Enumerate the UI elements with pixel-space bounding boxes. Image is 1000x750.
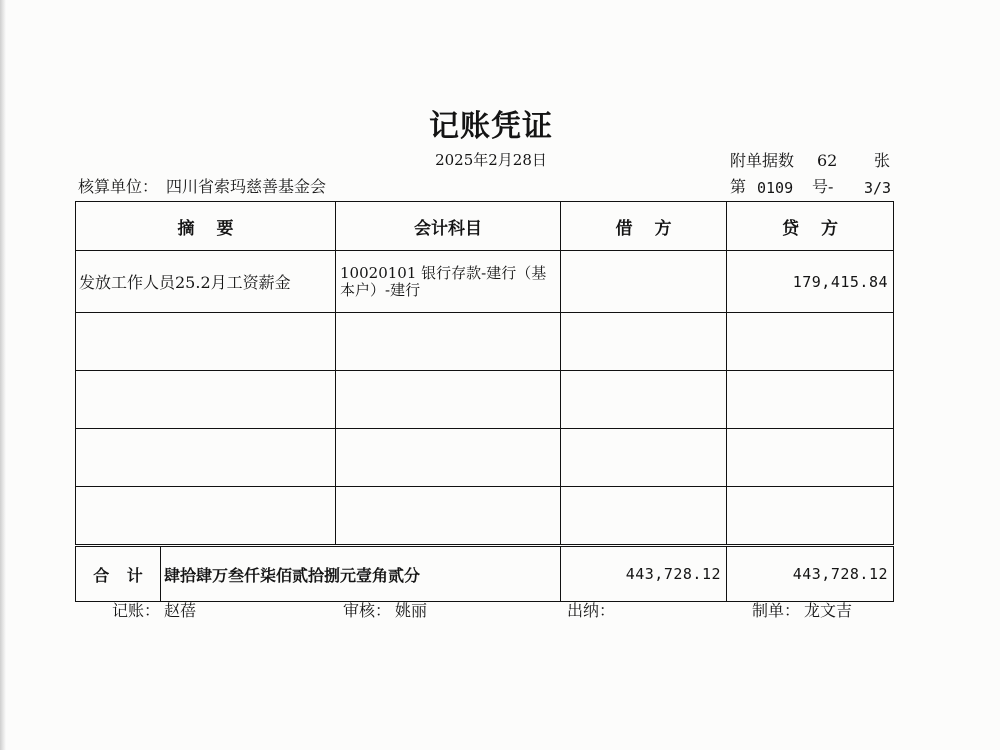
header-credit: 贷 方 (727, 202, 894, 251)
blank-cell (561, 429, 727, 487)
row-credit: 179,415.84 (727, 251, 894, 313)
accounting-unit-label: 核算单位： (78, 177, 159, 196)
row-account: 10020101 银行存款-建行（基本户）-建行 (336, 251, 561, 313)
blank-cell (336, 429, 561, 487)
blank-row (76, 429, 894, 487)
voucher-table (75, 201, 894, 602)
blank-row (76, 371, 894, 429)
blank-cell (336, 371, 561, 429)
blank-cell (76, 371, 336, 429)
total-label: 合 计 (76, 546, 161, 602)
attachments-unit: 张 (874, 151, 891, 170)
blank-cell (336, 487, 561, 546)
header-summary: 摘 要 (76, 202, 336, 251)
blank-cell (561, 487, 727, 546)
voucher-title: 记账凭证 (429, 109, 553, 144)
voucher-number: 0109 (757, 179, 794, 197)
voucher-number-prefix: 第 (730, 177, 747, 196)
accounting-unit-name: 四川省索玛慈善基金会 (166, 177, 327, 196)
cashier-label: 出纳： (567, 601, 616, 620)
blank-cell (76, 429, 336, 487)
voucher-date: 2025年2月28日 (435, 151, 547, 169)
blank-cell (727, 487, 894, 546)
total-debit: 443,728.12 (561, 546, 727, 602)
header-debit: 借 方 (561, 202, 727, 251)
blank-cell (76, 487, 336, 546)
total-credit: 443,728.12 (727, 546, 894, 602)
blank-cell (727, 371, 894, 429)
attachments-label: 附单据数 (730, 151, 795, 170)
attachments-count: 62 (817, 151, 838, 170)
bookkeeper-name: 赵蓓 (164, 601, 197, 620)
scan-edge-shadow (0, 0, 6, 750)
blank-cell (76, 313, 336, 371)
voucher-number-suffix: 号- (812, 177, 834, 196)
blank-cell (727, 429, 894, 487)
voucher-page: 3/3 (864, 179, 892, 197)
reviewer-name: 姚丽 (395, 601, 428, 620)
blank-row (76, 313, 894, 371)
preparer-name: 龙文吉 (804, 601, 853, 620)
preparer-label: 制单： (752, 601, 801, 620)
bookkeeper-label: 记账： (112, 601, 161, 620)
reviewer-label: 审核： (343, 601, 392, 620)
table-header-row (76, 202, 894, 251)
row-debit (561, 251, 727, 313)
header-account: 会计科目 (336, 202, 561, 251)
total-row (76, 546, 894, 602)
blank-row (76, 487, 894, 546)
blank-cell (336, 313, 561, 371)
blank-cell (561, 371, 727, 429)
total-amount-in-words: 肆拾肆万叁仟柒佰贰拾捌元壹角贰分 (161, 546, 561, 602)
row-summary: 发放工作人员25.2月工资薪金 (76, 251, 336, 313)
blank-cell (727, 313, 894, 371)
blank-cell (561, 313, 727, 371)
table-row (76, 251, 894, 313)
